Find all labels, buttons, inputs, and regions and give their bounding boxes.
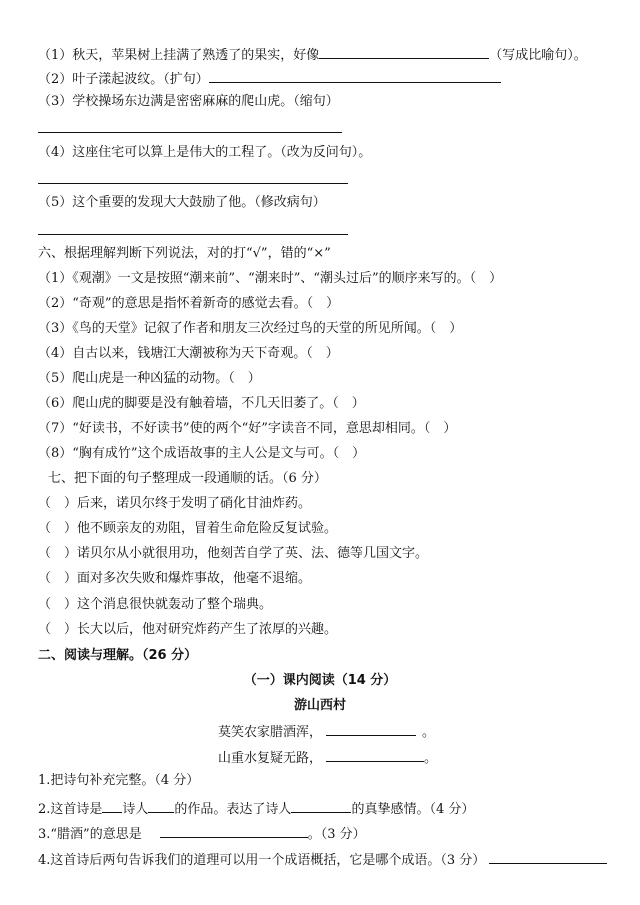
answer-blank[interactable] bbox=[148, 798, 174, 813]
question-suffix: （写成比喻句）。 bbox=[489, 48, 587, 63]
question-text: （1）秋天，苹果树上挂满了熟透了的果实，好像 bbox=[38, 48, 320, 63]
question-text: （2）叶子漾起波纹。（扩句） bbox=[38, 72, 209, 87]
question-5-2 bbox=[38, 68, 501, 89]
answer-blank[interactable] bbox=[326, 721, 416, 736]
judge-item[interactable]: （7）“好读书，不好读书”使的两个“好”字读音不同，意思却相同。（ ） bbox=[38, 421, 457, 436]
judge-item[interactable]: （6）爬山虎的脚要是没有触着墙，不几天旧萎了。（ ） bbox=[38, 396, 365, 411]
judge-item[interactable]: （3）《鸟的天堂》记叙了作者和朋友三次经过鸟的天堂的所见所闻。（ ） bbox=[38, 321, 463, 336]
poem-period: 。 bbox=[424, 751, 438, 766]
reading-sub-heading: （一）课内阅读（14 分） bbox=[243, 673, 397, 688]
reading-q4 bbox=[38, 849, 607, 870]
question-5-5: （5）这个重要的发现大大鼓励了他。（修改病句） bbox=[38, 195, 326, 210]
answer-blank[interactable] bbox=[209, 68, 501, 83]
order-item[interactable]: （ ）面对多次失败和爆炸事故，他毫不退缩。 bbox=[38, 571, 312, 586]
answer-blank[interactable] bbox=[326, 747, 424, 762]
reading-q1: 1.把诗句补充完整。（4 分） bbox=[38, 773, 200, 788]
order-item[interactable]: （ ）后来，诺贝尔终于发明了硝化甘油炸药。 bbox=[38, 496, 312, 511]
order-item[interactable]: （ ）这个消息很快就轰动了整个瑞典。 bbox=[38, 597, 273, 612]
q3-part-a: 3.“腊酒”的意思是 bbox=[38, 827, 142, 842]
poem-text: 莫笑农家腊酒浑， bbox=[218, 725, 323, 740]
answer-line[interactable] bbox=[38, 234, 348, 235]
answer-blank[interactable] bbox=[160, 823, 308, 838]
section-7-heading: 七、把下面的句子整理成一段通顺的话。（6 分） bbox=[48, 471, 327, 486]
answer-blank[interactable] bbox=[489, 849, 607, 864]
reading-heading: 二、阅读与理解。（26 分） bbox=[38, 648, 198, 663]
poem-line-1 bbox=[218, 721, 435, 742]
q2-part-a: 2.这首诗是 bbox=[38, 802, 103, 817]
judge-item[interactable]: （2）“奇观”的意思是指怀着新奇的感觉去看。（ ） bbox=[38, 296, 340, 311]
q3-part-b: 。（3 分） bbox=[307, 827, 366, 842]
question-5-3: （3）学校操场东边满是密密麻麻的爬山虎。（缩句） bbox=[38, 94, 339, 109]
answer-line[interactable] bbox=[38, 183, 348, 184]
order-item[interactable]: （ ）长大以后，他对研究炸药产生了浓厚的兴趣。 bbox=[38, 622, 338, 637]
answer-line[interactable] bbox=[38, 132, 342, 133]
q2-part-b: 诗人 bbox=[122, 802, 149, 817]
judge-item[interactable]: （1）《观潮》一文是按照“潮来前”、“潮来时”、“潮头过后”的顺序来写的。（ ） bbox=[38, 271, 503, 286]
question-5-1 bbox=[38, 44, 587, 65]
reading-q2 bbox=[38, 798, 474, 819]
judge-item[interactable]: （8）“胸有成竹”这个成语故事的主人公是文与可。（ ） bbox=[38, 446, 366, 461]
answer-blank[interactable] bbox=[319, 44, 489, 59]
poem-title: 游山西村 bbox=[293, 698, 346, 713]
q2-part-d: 的真挚感情。（4 分） bbox=[351, 802, 475, 817]
poem-line-2 bbox=[218, 747, 437, 768]
order-item[interactable]: （ ）他不顾亲友的劝阻，冒着生命危险反复试验。 bbox=[38, 521, 338, 536]
section-6-heading: 六、根据理解判断下列说法，对的打“√”，错的“×” bbox=[38, 246, 331, 261]
answer-blank[interactable] bbox=[102, 798, 122, 813]
q2-part-c: 的作品。表达了诗人 bbox=[174, 802, 292, 817]
poem-period: 。 bbox=[422, 725, 436, 740]
judge-item[interactable]: （4）自古以来，钱塘江大潮被称为天下奇观。（ ） bbox=[38, 346, 339, 361]
reading-q3 bbox=[38, 823, 366, 844]
poem-text: 山重水复疑无路， bbox=[218, 751, 323, 766]
answer-blank[interactable] bbox=[291, 798, 351, 813]
question-5-4: （4）这座住宅可以算上是伟大的工程了。（改为反问句）。 bbox=[38, 145, 372, 160]
q4-text: 4.这首诗后两句告诉我们的道理可以用一个成语概括，它是哪个成语。（3 分） bbox=[38, 853, 486, 868]
order-item[interactable]: （ ）诺贝尔从小就很用功，他刻苦自学了英、法、德等几国文字。 bbox=[38, 546, 429, 561]
judge-item[interactable]: （5）爬山虎是一种凶猛的动物。（ ） bbox=[38, 371, 261, 386]
